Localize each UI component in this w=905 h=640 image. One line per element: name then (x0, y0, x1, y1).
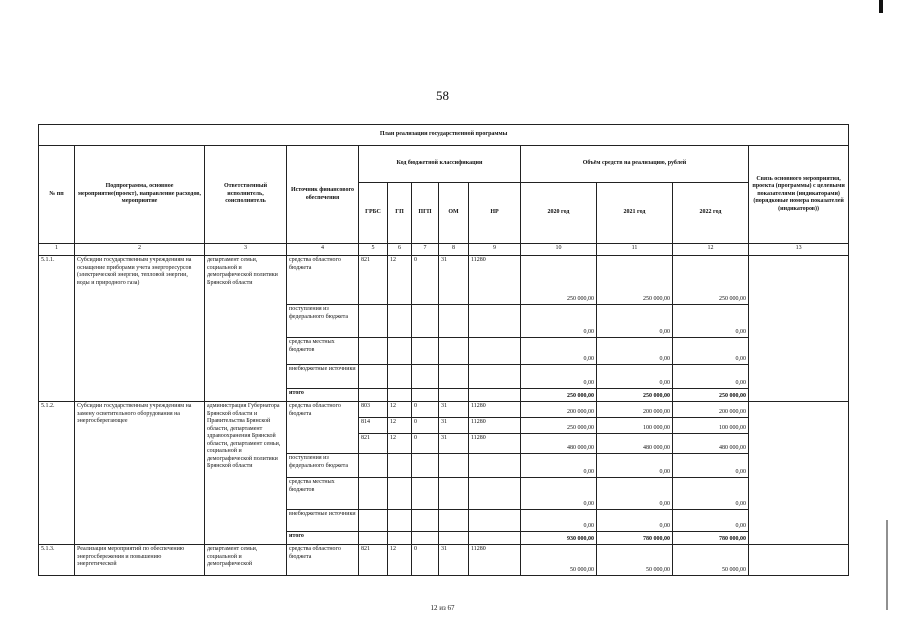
total-label: итого (287, 389, 359, 402)
total-2020: 250 000,00 (521, 389, 597, 402)
col-number: 5 (359, 244, 388, 256)
value-2022: 0,00 (673, 478, 749, 510)
value-2021: 200 000,00 (597, 402, 673, 418)
source-federal: поступления из федерального бюджета (287, 454, 359, 478)
header-source: Источник финансового обеспечения (287, 146, 359, 244)
value-2022: 0,00 (673, 338, 749, 365)
code-om: 31 (439, 545, 469, 576)
col-number: 12 (673, 244, 749, 256)
program-plan-table (38, 124, 849, 576)
total-2020: 930 000,00 (521, 532, 597, 545)
header-2022: 2022 год (673, 183, 749, 244)
scan-edge-artifact (886, 520, 888, 610)
value-2021: 0,00 (597, 365, 673, 389)
source-local: средства местных бюджетов (287, 478, 359, 510)
source-regional: средства областного бюджета (287, 545, 359, 576)
col-number: 1 (39, 244, 75, 256)
value-2022: 480 000,00 (673, 434, 749, 454)
code-grbs: 821 (359, 256, 388, 305)
code-pgp: 0 (412, 418, 439, 434)
value-2022: 200 000,00 (673, 402, 749, 418)
code-gp: 12 (388, 434, 412, 454)
col-number: 7 (412, 244, 439, 256)
code-grbs: 821 (359, 545, 388, 576)
executor: департамент семьи, социальной и демографической (205, 545, 287, 576)
value-2020: 200 000,00 (521, 402, 597, 418)
indicator-link (749, 402, 849, 545)
value-2021: 250 000,00 (597, 256, 673, 305)
source-extrabudget: внебюджетные источники (287, 365, 359, 389)
col-number: 3 (205, 244, 287, 256)
page-footer: 12 из 67 (430, 604, 455, 612)
indicator-link (749, 256, 849, 402)
value-2021: 0,00 (597, 305, 673, 338)
total-2021: 780 000,00 (597, 532, 673, 545)
header-2020: 2020 год (521, 183, 597, 244)
value-2021: 0,00 (597, 338, 673, 365)
code-np: 11280 (469, 256, 521, 305)
page-number: 58 (436, 88, 449, 103)
value-2022: 50 000,00 (673, 545, 749, 576)
measure-name: Субсидии государственным учреждениям на оснащение приборами учета энергоресурсов (электрической энергии, тепловой энергии, воды и природного газа) (75, 256, 205, 402)
header-link: Связь основного мероприятия, проекта (программы) с целевыми показателями (индикаторами) (порядковые номера показателей (индикаторов)) (749, 146, 849, 244)
value-2022: 0,00 (673, 365, 749, 389)
total-label: итого (287, 532, 359, 545)
value-2022: 0,00 (673, 305, 749, 338)
code-pgp: 0 (412, 434, 439, 454)
row-number: 5.1.3. (39, 545, 75, 576)
total-2021: 250 000,00 (597, 389, 673, 402)
row-number: 5.1.2. (39, 402, 75, 545)
value-2020: 0,00 (521, 338, 597, 365)
col-number: 8 (439, 244, 469, 256)
code-np: 11280 (469, 434, 521, 454)
value-2020: 250 000,00 (521, 418, 597, 434)
value-2021: 100 000,00 (597, 418, 673, 434)
col-number: 4 (287, 244, 359, 256)
indicator-link (749, 545, 849, 576)
code-gp: 12 (388, 545, 412, 576)
col-number: 6 (388, 244, 412, 256)
col-number: 9 (469, 244, 521, 256)
code-om: 31 (439, 418, 469, 434)
code-np: 11280 (469, 545, 521, 576)
header-om: ОМ (439, 183, 469, 244)
value-2022: 0,00 (673, 510, 749, 532)
executor: администрация Губернатора Брянской области и Правительства Брянской области, департамент здравоохранения Брянской области, департамент семьи, социальной и демографической политики Брянской области (205, 402, 287, 545)
code-grbs: 821 (359, 434, 388, 454)
value-2021: 480 000,00 (597, 434, 673, 454)
header-pgp: ПГП (412, 183, 439, 244)
executor: департамент семьи, социальной и демографической политики Брянской области (205, 256, 287, 402)
value-2020: 250 000,00 (521, 256, 597, 305)
value-2020: 50 000,00 (521, 545, 597, 576)
source-regional: средства областного бюджета (287, 402, 359, 454)
source-extrabudget: внебюджетные источники (287, 510, 359, 532)
col-number: 11 (597, 244, 673, 256)
total-2022: 780 000,00 (673, 532, 749, 545)
source-local: средства местных бюджетов (287, 338, 359, 365)
value-2021: 50 000,00 (597, 545, 673, 576)
code-grbs: 803 (359, 402, 388, 418)
value-2021: 0,00 (597, 510, 673, 532)
code-np: 11280 (469, 402, 521, 418)
header-volume: Объём средств на реализацию, рублей (521, 146, 749, 183)
code-gp: 12 (388, 256, 412, 305)
source-regional: средства областного бюджета (287, 256, 359, 305)
table-title: План реализации государственной программы (39, 125, 849, 146)
header-gp: ГП (388, 183, 412, 244)
value-2021: 0,00 (597, 478, 673, 510)
code-gp: 12 (388, 402, 412, 418)
code-pgp: 0 (412, 256, 439, 305)
value-2020: 0,00 (521, 365, 597, 389)
value-2020: 0,00 (521, 305, 597, 338)
measure-name: Реализация мероприятий по обеспечению энергосбережения и повышению энергетической (75, 545, 205, 576)
value-2022: 250 000,00 (673, 256, 749, 305)
value-2022: 100 000,00 (673, 418, 749, 434)
header-np: НР (469, 183, 521, 244)
code-om: 31 (439, 434, 469, 454)
code-pgp: 0 (412, 545, 439, 576)
value-2020: 0,00 (521, 510, 597, 532)
col-number: 10 (521, 244, 597, 256)
source-federal: поступления из федерального бюджета (287, 305, 359, 338)
header-grbs: ГРБС (359, 183, 388, 244)
value-2020: 0,00 (521, 478, 597, 510)
value-2021: 0,00 (597, 454, 673, 478)
code-om: 31 (439, 256, 469, 305)
value-2020: 480 000,00 (521, 434, 597, 454)
header-name: Подпрограмма, основное мероприятие(проект), направление расходов, мероприятие (75, 146, 205, 244)
col-number: 13 (749, 244, 849, 256)
measure-name: Субсидии государственным учреждениям на замену осветительного оборудования на энергосберегающее (75, 402, 205, 545)
total-2022: 250 000,00 (673, 389, 749, 402)
header-budget-code: Код бюджетной классификации (359, 146, 521, 183)
code-pgp: 0 (412, 402, 439, 418)
row-number: 5.1.1. (39, 256, 75, 402)
scan-artifact (879, 0, 883, 13)
header-2021: 2021 год (597, 183, 673, 244)
value-2020: 0,00 (521, 454, 597, 478)
code-np: 11280 (469, 418, 521, 434)
col-number: 2 (75, 244, 205, 256)
header-num: № пп (39, 146, 75, 244)
code-grbs: 814 (359, 418, 388, 434)
value-2022: 0,00 (673, 454, 749, 478)
header-executor: Ответственный исполнитель, соисполнитель (205, 146, 287, 244)
code-gp: 12 (388, 418, 412, 434)
code-om: 31 (439, 402, 469, 418)
